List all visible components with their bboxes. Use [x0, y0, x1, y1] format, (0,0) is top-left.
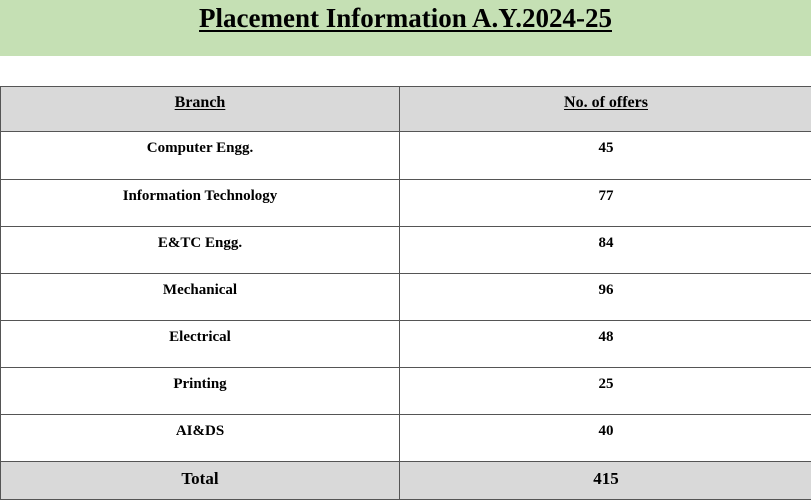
title-banner — [0, 0, 811, 56]
offers-cell: 84 — [400, 227, 811, 274]
branch-cell: Computer Engg. — [1, 132, 400, 180]
offers-cell: 25 — [400, 368, 811, 415]
table-row — [1, 368, 811, 415]
total-label: Total — [1, 462, 400, 500]
table-row — [1, 321, 811, 368]
branch-cell: AI&DS — [1, 415, 400, 462]
column-header-offers: No. of offers — [400, 87, 811, 132]
table-header-row — [1, 87, 811, 132]
column-header-branch: Branch — [1, 87, 400, 132]
branch-cell: Mechanical — [1, 274, 400, 321]
offers-cell: 45 — [400, 132, 811, 180]
offers-cell: 96 — [400, 274, 811, 321]
branch-cell: Printing — [1, 368, 400, 415]
table-row — [1, 132, 811, 180]
branch-cell: Electrical — [1, 321, 400, 368]
placement-table — [0, 86, 811, 500]
offers-cell: 77 — [400, 180, 811, 227]
table-row — [1, 415, 811, 462]
page-title: Placement Information A.Y.2024-25 — [199, 3, 612, 34]
table-row — [1, 180, 811, 227]
total-row — [1, 462, 811, 500]
branch-cell: Information Technology — [1, 180, 400, 227]
offers-cell: 48 — [400, 321, 811, 368]
table-row — [1, 227, 811, 274]
table-row — [1, 274, 811, 321]
offers-cell: 40 — [400, 415, 811, 462]
branch-cell: E&TC Engg. — [1, 227, 400, 274]
total-value: 415 — [400, 462, 811, 500]
